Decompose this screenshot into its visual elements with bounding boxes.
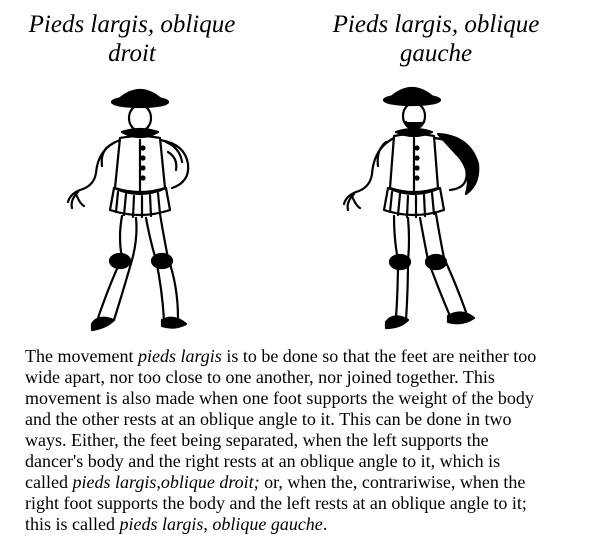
italic-term: pieds largis — [137, 346, 222, 366]
italic-term: pieds largis,oblique droit; — [72, 472, 260, 492]
paragraph-line: right foot supports the body and the left rests at an oblique angle to it; — [25, 493, 527, 513]
paragraph-line: dancer's body and the right rests at an oblique angle to it, which is — [25, 451, 501, 471]
paragraph-line: wide apart, nor too close to one another, nor joined together. This — [25, 367, 495, 387]
paragraph-line — [25, 346, 593, 367]
caption-pieds-largis-oblique-gauche — [286, 10, 586, 68]
caption-line: gauche — [399, 40, 473, 67]
caption-line: droit — [108, 40, 156, 67]
paragraph-line — [25, 514, 593, 535]
text-run: , — [203, 514, 213, 534]
text-run: or, when the, contrariwise, when the — [259, 472, 526, 492]
text-run: this is called — [25, 514, 120, 534]
paragraph-line: movement is also made when one foot supports the weight of the body — [25, 388, 534, 408]
description-paragraph — [25, 346, 593, 535]
dancer-figure-left-illustration — [40, 78, 220, 338]
paragraph-line: ways. Either, the feet being separated, when the left supports the — [25, 430, 489, 450]
text-run: is to be done so that the feet are neither too — [221, 346, 537, 366]
caption-pieds-largis-oblique-droit — [0, 10, 282, 68]
text-run: called — [25, 472, 73, 492]
paragraph-line: and the other rests at an oblique angle to it. This can be done in two — [25, 409, 512, 429]
dancer-figure-right-illustration — [320, 78, 500, 338]
paragraph-line — [25, 472, 593, 493]
text-run: The movement — [25, 346, 138, 366]
caption-line: Pieds largis, oblique — [332, 11, 540, 38]
italic-term: oblique gauche — [212, 514, 323, 534]
text-run: . — [322, 514, 328, 534]
italic-term: pieds largis — [119, 514, 204, 534]
caption-line: Pieds largis, oblique — [28, 11, 236, 38]
